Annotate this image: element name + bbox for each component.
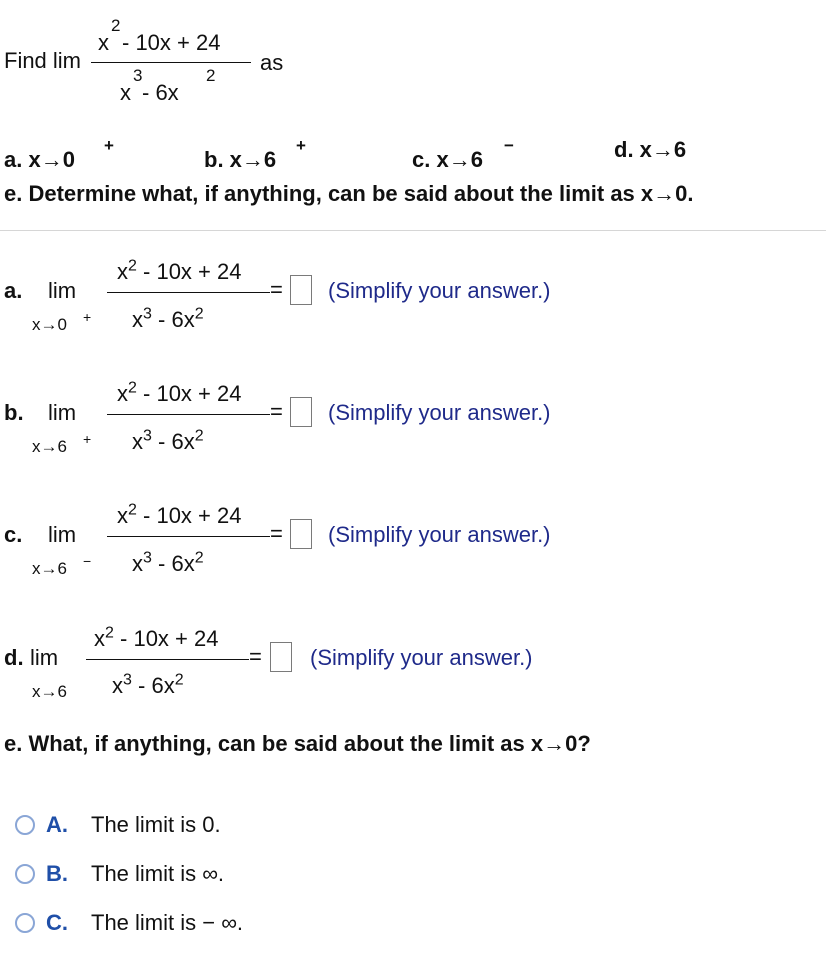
- denominator: $x^3 - 6x^2$: [132, 306, 204, 333]
- header-denominator-x: x: [120, 80, 131, 105]
- option-text[interactable]: The limit is − ∞.: [91, 910, 243, 935]
- part-b-sup: +: [296, 136, 306, 155]
- part-a-sup: +: [104, 136, 114, 155]
- denominator: $x^3 - 6x^2$: [112, 672, 184, 699]
- lim-subscript: x→6: [32, 437, 67, 456]
- option-letter: A.: [46, 812, 68, 837]
- simplify-hint: (Simplify your answer.): [328, 400, 551, 425]
- simplify-hint: (Simplify your answer.): [310, 645, 533, 670]
- section-divider: [0, 230, 826, 231]
- fraction-bar: [107, 292, 270, 293]
- lim-text: lim: [48, 400, 77, 425]
- equals-sign: =: [270, 521, 283, 546]
- fraction-bar: [107, 536, 270, 537]
- fraction-bar: [86, 659, 249, 660]
- part-a-label: a. x→0: [4, 147, 75, 172]
- answer-input-b[interactable]: [290, 397, 312, 427]
- simplify-hint: (Simplify your answer.): [328, 278, 551, 303]
- denominator: $x^3 - 6x^2$: [132, 428, 204, 455]
- numerator: $x^2 - 10x + 24$: [117, 258, 242, 285]
- question-label: c.: [4, 522, 23, 547]
- header-denominator-mid: - 6x: [142, 80, 179, 105]
- header-fraction-bar: [91, 62, 251, 63]
- as-text: as: [260, 50, 284, 75]
- option-letter: C.: [46, 910, 68, 935]
- part-c-sup: −: [504, 136, 514, 155]
- question-label: d.: [4, 645, 24, 670]
- radio-option-c[interactable]: [15, 913, 35, 933]
- header-denominator-exp: 3: [133, 66, 143, 85]
- header-numerator-exp: 2: [111, 16, 121, 35]
- lim-text: lim: [48, 522, 77, 547]
- option-text[interactable]: The limit is ∞.: [91, 861, 225, 886]
- numerator: $x^2 - 10x + 24$: [94, 625, 219, 652]
- lim-subscript-sup: −: [83, 553, 92, 569]
- part-b-label: b. x→6: [204, 147, 277, 172]
- answer-input-a[interactable]: [290, 275, 312, 305]
- option-text[interactable]: The limit is 0.: [91, 812, 221, 837]
- equals-sign: =: [270, 399, 283, 424]
- question-label: b.: [4, 400, 24, 425]
- part-e-label: e. Determine what, if anything, can be said about the limit as x→0.: [4, 181, 694, 206]
- fraction-bar: [107, 414, 270, 415]
- header-numerator-x: x: [98, 30, 109, 55]
- header-numerator-rest: - 10x + 24: [122, 30, 221, 55]
- lim-text: lim: [48, 278, 77, 303]
- find-lim-text: Find lim: [4, 48, 82, 73]
- radio-option-a[interactable]: [15, 815, 35, 835]
- lim-subscript-sup: +: [83, 309, 92, 325]
- lim-subscript: x→0: [32, 315, 67, 334]
- question-label: a.: [4, 278, 23, 303]
- equals-sign: =: [270, 277, 283, 302]
- lim-subscript-sup: +: [83, 431, 92, 447]
- part-e-question: e. What, if anything, can be said about the limit as x→0?: [4, 731, 591, 756]
- option-letter: B.: [46, 861, 68, 886]
- header-denominator-exp2: 2: [206, 66, 216, 85]
- numerator: $x^2 - 10x + 24$: [117, 380, 242, 407]
- part-d-label: d. x→6: [614, 137, 687, 162]
- numerator: $x^2 - 10x + 24$: [117, 502, 242, 529]
- radio-option-b[interactable]: [15, 864, 35, 884]
- equals-sign: =: [249, 644, 262, 669]
- answer-input-c[interactable]: [290, 519, 312, 549]
- denominator: $x^3 - 6x^2$: [132, 550, 204, 577]
- lim-subscript: x→6: [32, 559, 67, 578]
- answer-input-d[interactable]: [270, 642, 292, 672]
- simplify-hint: (Simplify your answer.): [328, 522, 551, 547]
- lim-subscript: x→6: [32, 682, 67, 701]
- part-c-label: c. x→6: [412, 147, 483, 172]
- lim-text: lim: [30, 645, 59, 670]
